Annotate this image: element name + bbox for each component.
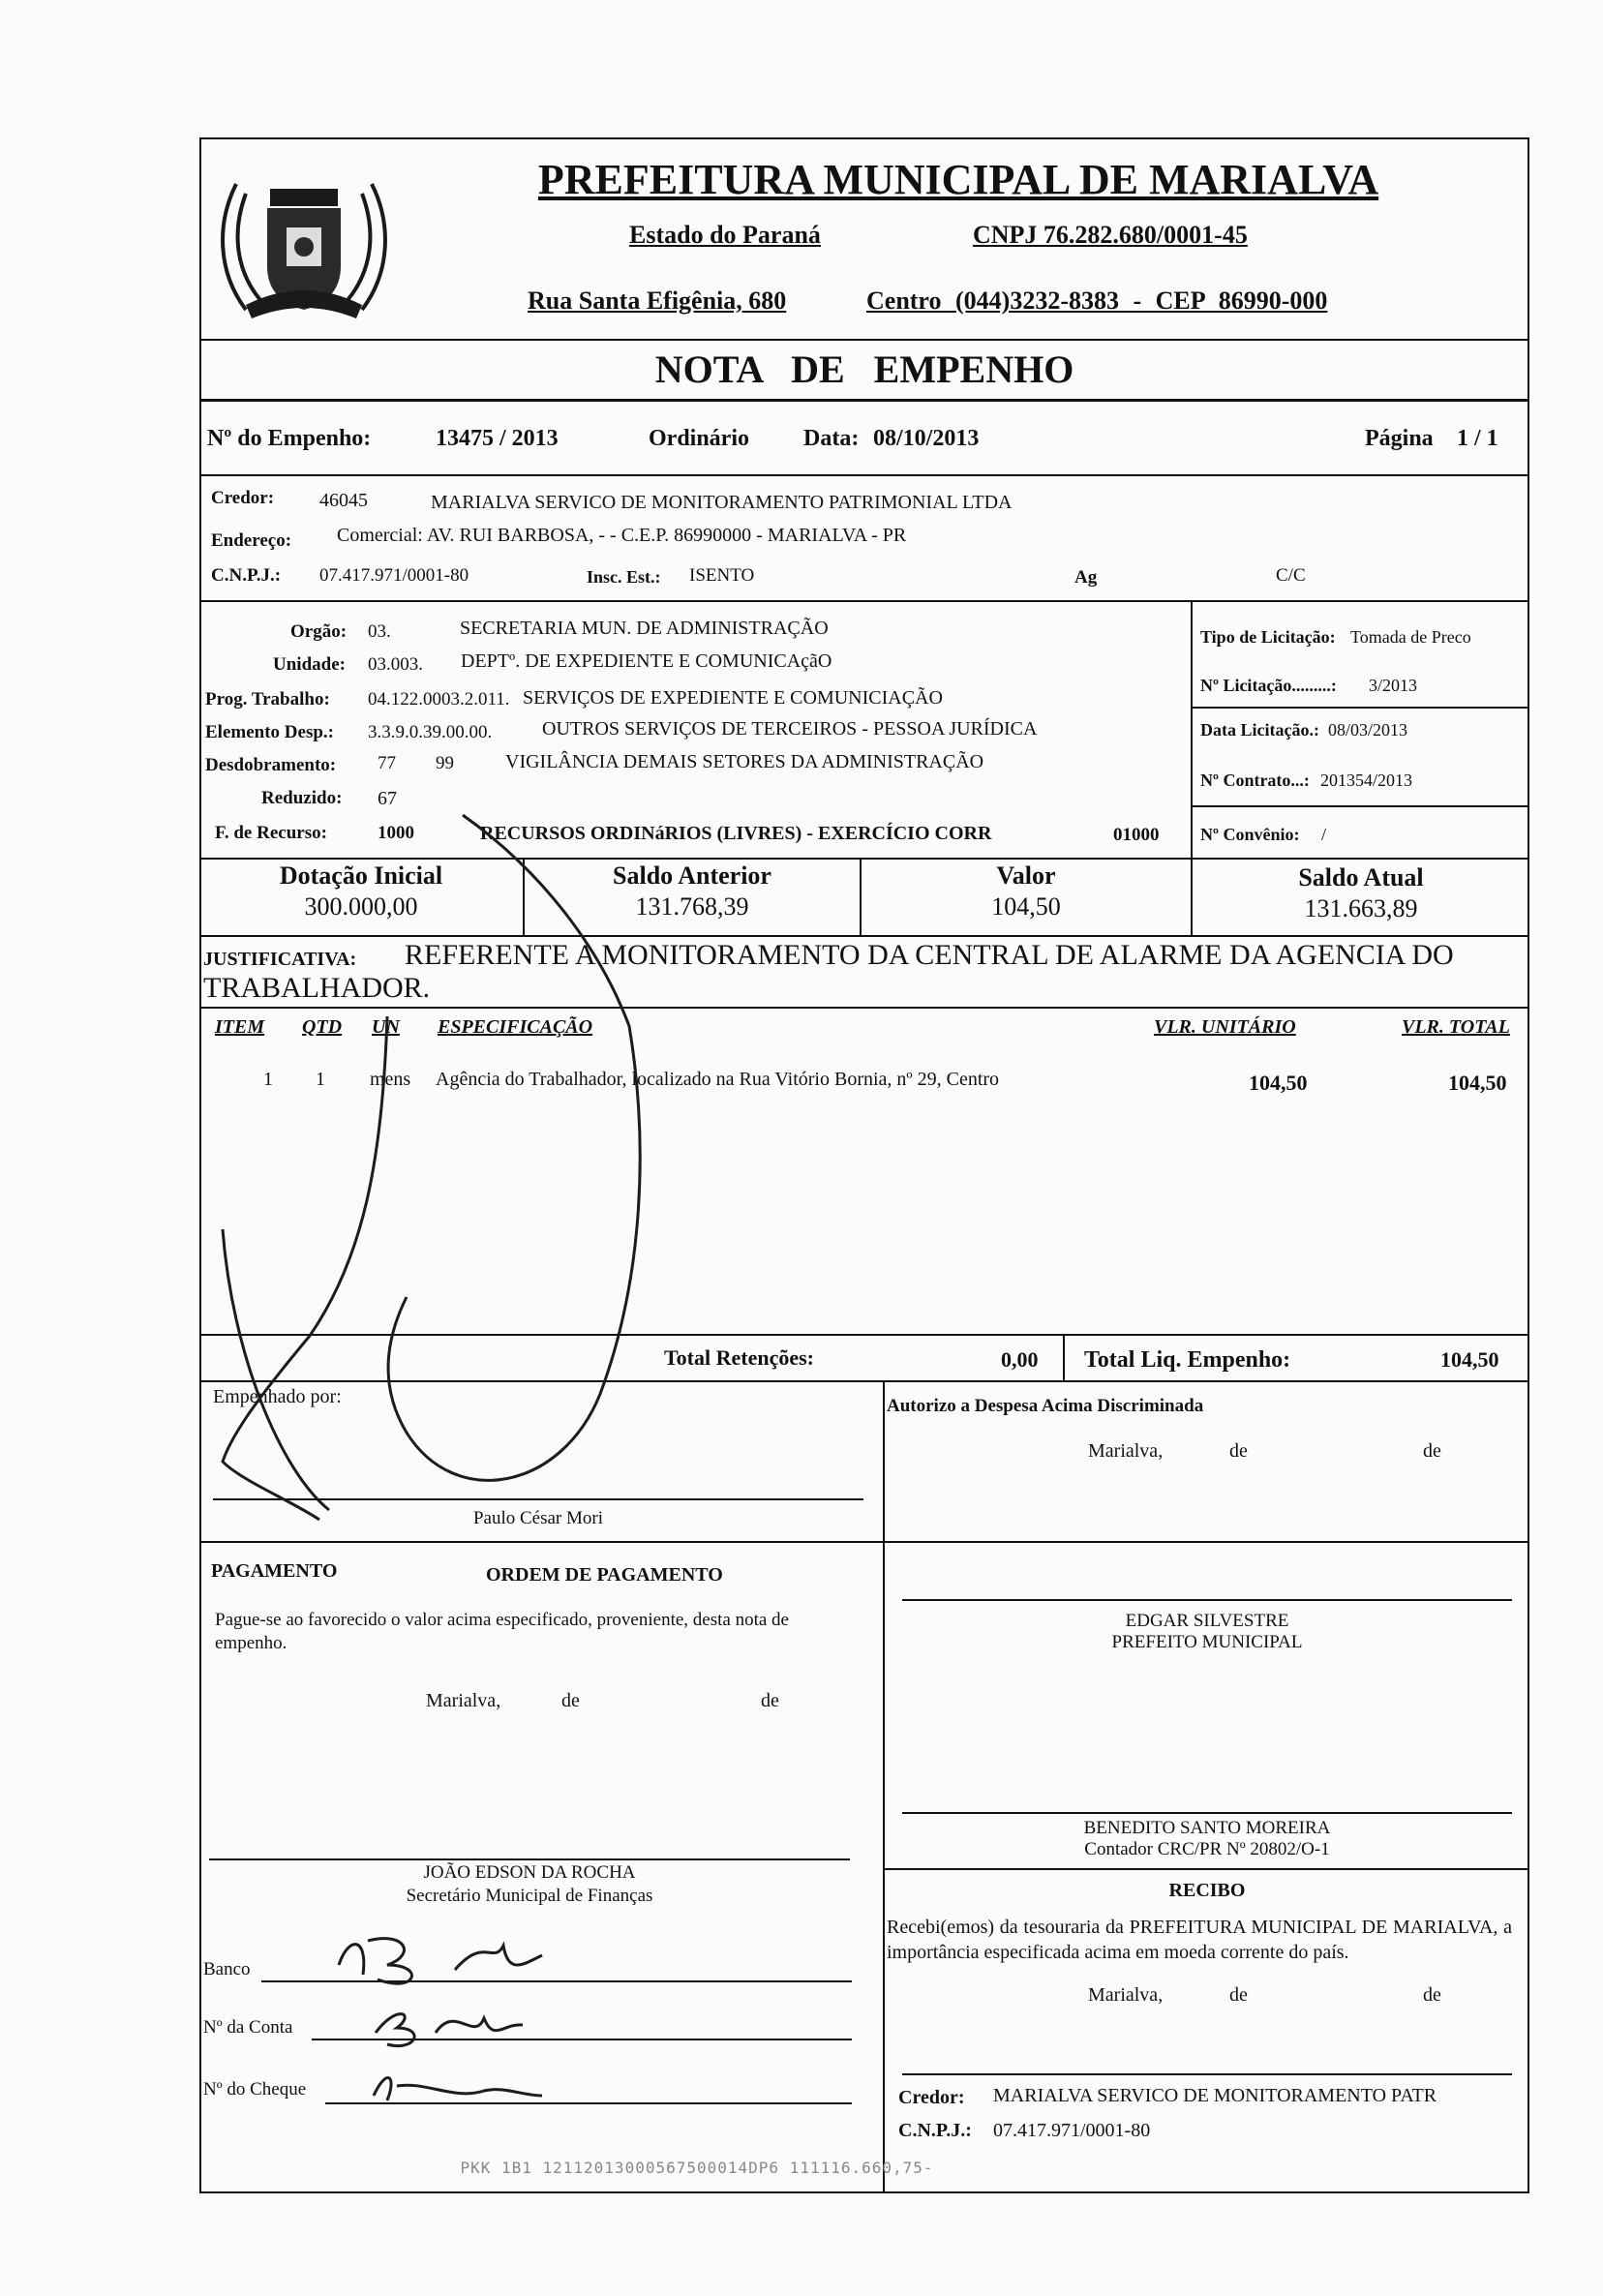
cnpj-label: C.N.P.J.: (211, 565, 282, 586)
agencia-label: Ag (1074, 567, 1098, 588)
de-2: de (1423, 1440, 1441, 1462)
local-recibo: Marialva, (1088, 1984, 1164, 2006)
data-licitacao: 08/03/2013 (1328, 720, 1408, 740)
reduzido-label: Reduzido: (261, 788, 343, 808)
row-item: 1 (263, 1069, 273, 1090)
total-retencoes: 0,00 (1001, 1347, 1039, 1372)
credor-cnpj: 07.417.971/0001-80 (319, 565, 469, 586)
credor-codigo: 46045 (319, 490, 368, 511)
conta-label: Nº da Conta (203, 2017, 293, 2038)
col-vlr-total: VLR. TOTAL (1402, 1016, 1510, 1038)
saldo-atual: 131.663,89 (1304, 894, 1418, 922)
contador-cargo: Contador CRC/PR Nº 20802/O-1 (1084, 1839, 1330, 1859)
credor-endereco: Comercial: AV. RUI BARBOSA, - - C.E.P. 86990000 - MARIALVA - PR (337, 525, 907, 546)
prefeito-cargo: PREFEITO MUNICIPAL (1111, 1632, 1303, 1652)
col-item: ITEM (215, 1016, 265, 1038)
endereco-prefeitura: Rua Santa Efigênia, 680 (528, 287, 787, 315)
desdobramento-descricao: VIGILÂNCIA DEMAIS SETORES DA ADMINISTRAÇÃO (505, 751, 984, 772)
secretario-nome: JOÃO EDSON DA ROCHA (423, 1862, 636, 1883)
empenho-number-label: Nº do Empenho: (207, 426, 372, 451)
credor-nome: MARIALVA SERVICO DE MONITORAMENTO PATRIMONIAL LTDA (431, 492, 1013, 513)
endereco-label: Endereço: (211, 530, 292, 551)
empenho-data: 08/10/2013 (873, 426, 980, 451)
dotacao-inicial: 300.000,00 (304, 892, 418, 921)
empenhado-label: Empenhado por: (213, 1386, 342, 1407)
justificativa-texto2: TRABALHADOR. (203, 972, 431, 1004)
credor-label: Credor: (211, 488, 275, 508)
unidade-descricao: DEPTº. DE EXPEDIENTE E COMUNICAçãO (461, 650, 832, 672)
prog-trabalho-descricao: SERVIÇOS DE EXPEDIENTE E COMUNICIAÇÃO (523, 687, 943, 709)
prog-trabalho-label: Prog. Trabalho: (205, 689, 330, 710)
recibo-cnpj-label: C.N.P.J.: (898, 2120, 972, 2141)
elemento-label: Elemento Desp.: (205, 722, 334, 742)
col-un: UN (372, 1016, 400, 1038)
recurso-codigo: 1000 (378, 823, 414, 843)
total-liquido: 104,50 (1440, 1347, 1499, 1372)
de-4: de (761, 1690, 779, 1711)
empenho-tipo: Ordinário (649, 426, 750, 451)
row-vlr-unitario: 104,50 (1249, 1071, 1308, 1095)
col-vlr-unitario: VLR. UNITÁRIO (1154, 1016, 1296, 1038)
col-especificacao: ESPECIFICAÇÃO (438, 1016, 593, 1038)
recurso-descricao: RECURSOS ORDINáRIOS (LIVRES) - EXERCÍCIO CORR (480, 823, 992, 844)
de-6: de (1423, 1984, 1441, 2006)
recibo-texto: Recebi(emos) da tesouraria da PREFEITURA MUNICIPAL DE MARIALVA, a importância especificada acima em moeda corrente do país. (887, 1917, 1512, 1963)
insc-label: Insc. Est.: (587, 567, 661, 587)
contador-nome: BENEDITO SANTO MOREIRA (1083, 1818, 1331, 1838)
contrato-label: Nº Contrato...: (1200, 770, 1310, 790)
valor-empenho: 104,50 (991, 892, 1061, 921)
data-licitacao-label: Data Licitação.: (1200, 720, 1319, 740)
document-title: NOTA DE EMPENHO (654, 347, 1074, 391)
convenio-label: Nº Convênio: (1200, 825, 1300, 844)
justificativa-label: JUSTIFICATIVA: (203, 949, 357, 970)
desdobramento-codigo2: 99 (436, 753, 454, 773)
ordem-pagamento-label: ORDEM DE PAGAMENTO (486, 1564, 723, 1586)
credor-insc: ISENTO (689, 565, 755, 586)
recibo-credor-label: Credor: (898, 2087, 965, 2108)
recibo-label: RECIBO (1168, 1880, 1246, 1901)
row-vlr-total: 104,50 (1448, 1071, 1507, 1095)
elemento-codigo: 3.3.9.0.39.00.00. (368, 722, 493, 742)
secretario-cargo: Secretário Municipal de Finanças (406, 1886, 653, 1906)
unidade-label: Unidade: (273, 654, 346, 675)
banco-label: Banco (203, 1959, 251, 1979)
recibo-credor-nome: MARIALVA SERVICO DE MONITORAMENTO PATR (993, 2085, 1437, 2106)
unidade-codigo: 03.003. (368, 654, 423, 675)
conta-corrente-label: C/C (1276, 565, 1306, 586)
contato-prefeitura: Centro (044)3232-8383 - CEP 86990-000 (866, 287, 1328, 315)
estado-label: Estado do Paraná (629, 221, 821, 249)
cnpj-prefeitura: CNPJ 76.282.680/0001-45 (973, 221, 1248, 249)
prog-trabalho-codigo: 04.122.0003.2.011. (368, 689, 510, 710)
empenho-data-label: Data: (803, 426, 860, 451)
num-licitacao: 3/2013 (1369, 676, 1418, 695)
empenhado-nome: Paulo César Mori (472, 1508, 604, 1528)
empenho-number: 13475 / 2013 (436, 426, 559, 451)
autorizo-label: Autorizo a Despesa Acima Discriminada (887, 1396, 1204, 1416)
desdobramento-label: Desdobramento: (205, 755, 337, 775)
reduzido-value: 67 (378, 788, 397, 809)
orgao-descricao: SECRETARIA MUN. DE ADMINISTRAÇÃO (460, 618, 829, 639)
row-especificacao: Agência do Trabalhador, localizado na Rua Vitório Bornia, nº 29, Centro (436, 1069, 1000, 1090)
tipo-licitacao: Tomada de Preco (1350, 627, 1471, 647)
contrato-value: 201354/2013 (1320, 770, 1413, 790)
rodape-codigo: PKK 1B1 12112013000567500014DP6 111116.660,75- (460, 2159, 934, 2177)
page-title: PREFEITURA MUNICIPAL DE MARIALVA (537, 156, 1379, 203)
pagina-value: 1 / 1 (1457, 426, 1498, 451)
local-autorizo: Marialva, (1088, 1440, 1164, 1462)
pagina-label: Página (1365, 426, 1434, 451)
recurso-codigo2: 01000 (1113, 825, 1160, 845)
saldo-anterior-label: Saldo Anterior (613, 861, 771, 890)
convenio-value: / (1321, 825, 1327, 844)
row-qtd: 1 (316, 1069, 325, 1090)
elemento-descricao: OUTROS SERVIÇOS DE TERCEIROS - PESSOA JURÍDICA (542, 718, 1038, 740)
saldo-atual-label: Saldo Atual (1298, 863, 1424, 891)
row-un: mens (370, 1069, 411, 1090)
local-pagamento: Marialva, (426, 1690, 501, 1711)
col-qtd: QTD (302, 1016, 343, 1038)
justificativa-texto1: REFERENTE A MONITORAMENTO DA CENTRAL DE ALARME DA AGENCIA DO (405, 939, 1454, 971)
pague-texto: Pague-se ao favorecido o valor acima especificado, proveniente, desta nota de empenho. (215, 1610, 789, 1653)
saldo-anterior: 131.768,39 (635, 892, 749, 921)
total-liquido-label: Total Liq. Empenho: (1084, 1347, 1291, 1373)
valor-label: Valor (996, 861, 1056, 890)
prefeito-nome: EDGAR SILVESTRE (1125, 1611, 1289, 1631)
de-1: de (1229, 1440, 1248, 1462)
pagamento-label: PAGAMENTO (211, 1560, 338, 1582)
tipo-licitacao-label: Tipo de Licitação: (1200, 627, 1336, 647)
dotacao-inicial-label: Dotação Inicial (279, 861, 443, 890)
recurso-label: F. de Recurso: (215, 823, 327, 843)
de-5: de (1229, 1984, 1248, 2006)
total-retencoes-label: Total Retenções: (664, 1345, 814, 1370)
orgao-label: Orgão: (290, 621, 348, 642)
desdobramento-codigo1: 77 (378, 753, 396, 773)
orgao-codigo: 03. (368, 621, 391, 642)
de-3: de (561, 1690, 580, 1711)
cheque-label: Nº do Cheque (203, 2079, 307, 2100)
recibo-cnpj: 07.417.971/0001-80 (993, 2120, 1151, 2141)
num-licitacao-label: Nº Licitação.........: (1200, 676, 1337, 695)
